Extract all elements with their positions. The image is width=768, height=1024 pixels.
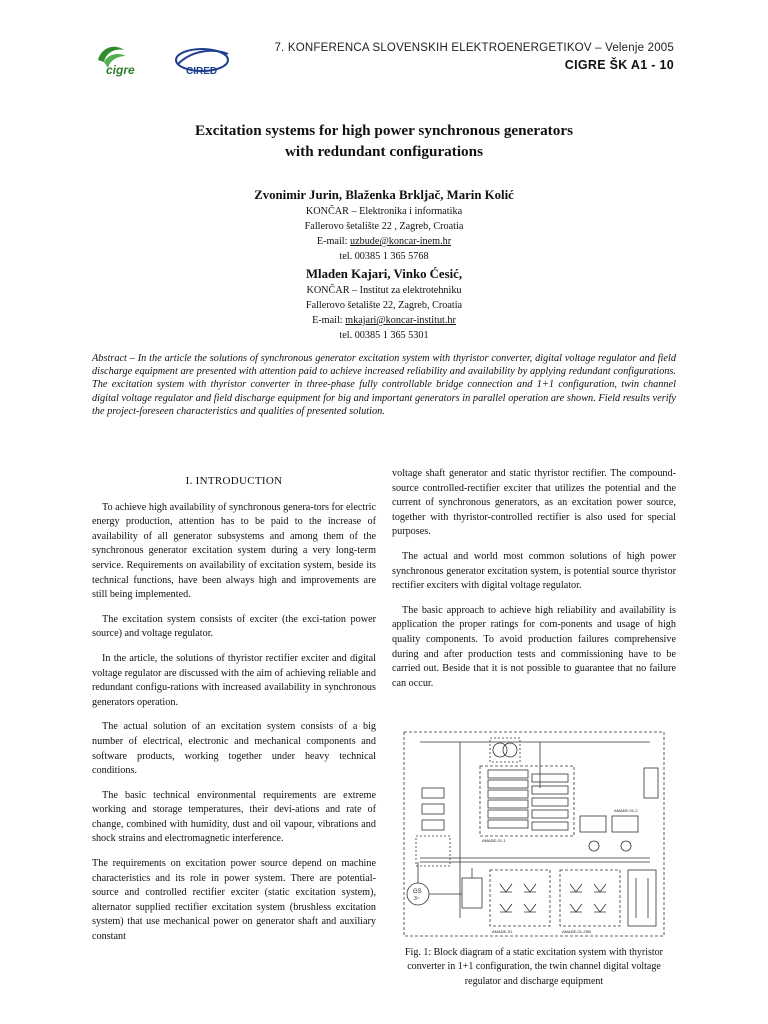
block-label: AMADE-01-2 [614,808,638,813]
paper-title [0,120,768,162]
cigre-logo-text: cigre [106,63,135,77]
figure-caption: Fig. 1: Block diagram of a static excitation system with thyristor converter in 1+1 configuration, the twin channel digital voltage regulator and discharge equipment [404,947,663,987]
author-names-1: Zvonimir Jurin, Blaženka Brkljač, Marin Kolić [254,188,514,202]
author-org-2: KONČAR – Institut za elektrotehniku [306,285,462,296]
author-tel-1: tel. 00385 1 365 5768 [339,251,429,262]
author-email-line-2 [0,313,768,328]
title-line-1: Excitation systems for high power synchronous generators [194,122,573,139]
block-diagram-figure [400,728,668,940]
email-label-1: E-mail: [316,236,350,247]
generator-label: GS [413,889,422,895]
body-paragraph: The requirements on excitation power source depend on machine characteristics and its role in power system. There are potential-source and controlled rectifier exciter (static excitation system), alternator supplied rectifier excitation system (brushless excitation system) that use mechanical power on generator shaft and auxiliary constant [92,858,376,943]
body-paragraph: The basic technical environmental requirements are extreme working and storage temperatures, their devi-ations and rate of change, combined with humidity, dust and oil vapour, vibrations and shock strains and electromagnetic interference. [92,789,376,845]
author-email-2[interactable]: mkajari@koncar-institut.hr [345,315,456,326]
body-paragraph: voltage shaft generator and static thyristor rectifier. The compound-source controlled-rectifier exciter that utilizes the potential and the current of synchronous generators, as an excitation power source, together with thyristor-controlled rectifier is also used for special purposes. [392,468,676,538]
body-paragraph: In the article, the solutions of thyristor rectifier exciter and digital voltage regulator are discussed with the aim of achieving reliable and redundant configu-rations with increased availability in synchronous generators operation. [92,652,376,708]
right-column [392,467,676,701]
running-header [274,42,674,72]
title-line-2: with redundant configurations [284,143,484,160]
body-paragraph: The excitation system consists of exciter (the exci-tation power source) and voltage regulator. [92,613,376,640]
cired-logo-text: CIRED [186,66,218,77]
block-label: AMADE-01-2SB [562,929,591,934]
body-paragraph: The basic approach to achieve high reliability and availability is application the proper ratings for com-ponents and usage of high quality components. To avoid production failures comprehensive during and after production tests and commissioning have to be carried out. Beside that it is not possible to guarantee that no failure can occur. [392,604,676,689]
diagram-border [404,732,664,936]
section-heading-introduction: I. INTRODUCTION [185,475,283,487]
author-address-2: Fallerovo šetalište 22, Zagreb, Croatia [305,300,463,311]
abstract: Abstract – In the article the solutions of synchronous generator excitation system with thyristor converter, digital voltage regulator and field discharge equipment are presented with attention paid to achieve increased reliability and availability by applying redundant configurations. The excitation system with thyristor converter in three-phase fully controllable bridge connection and 1+1 configuration, twin channel digital voltage regulator and field discharge equipment for big and important generators in parallel operation are shown. Field results verify the project-foreseen characteristics and qualities of presented solution. [92,353,676,417]
body-paragraph: The actual and world most common solutions of high power synchronous generator excitation system, is potential source thyristor rectifier exciters with digital voltage regulator. [392,550,676,592]
block-label: AMADE-S1 [492,929,513,934]
author-names-2: Mladen Kajari, Vinko Ćesić, [305,267,463,281]
author-block [0,187,768,343]
cired-logo [176,49,228,77]
conference-line: 7. KONFERENCA SLOVENSKIH ELEKTROENERGETIKOV – Velenje 2005 [274,42,674,54]
left-column [92,470,376,955]
header-logos [92,40,252,80]
generator-sub-label: 3~ [414,896,420,902]
block-label: AMADE-01-1 [482,838,506,843]
author-address-1: Fallerovo šetalište 22 , Zagreb, Croatia [304,221,464,232]
author-email-line-1 [0,234,768,249]
body-paragraph: The actual solution of an excitation system consists of a big number of electrical, electronic and mechanical components and software products, working together under heavy technical conditions. [92,721,376,777]
email-label-2: E-mail: [312,315,346,326]
cigre-logo [98,47,135,77]
author-email-1[interactable]: uzbude@koncar-inem.hr [350,236,452,247]
author-tel-2: tel. 00385 1 365 5301 [339,330,429,341]
body-paragraph: To achieve high availability of synchronous genera-tors for electric energy production, attention has to be paid to the increase of availability of all generator subsystems and among them of the synchronous generator excitation system during a very long-term service. Requirements on availability of excitation system, beside its technical functions, have been always high and improvements are still being implemented. [92,501,376,601]
paper-code: CIGRE ŠK A1 - 10 [564,58,674,72]
author-org-1: KONČAR – Elektronika i informatika [305,206,463,217]
